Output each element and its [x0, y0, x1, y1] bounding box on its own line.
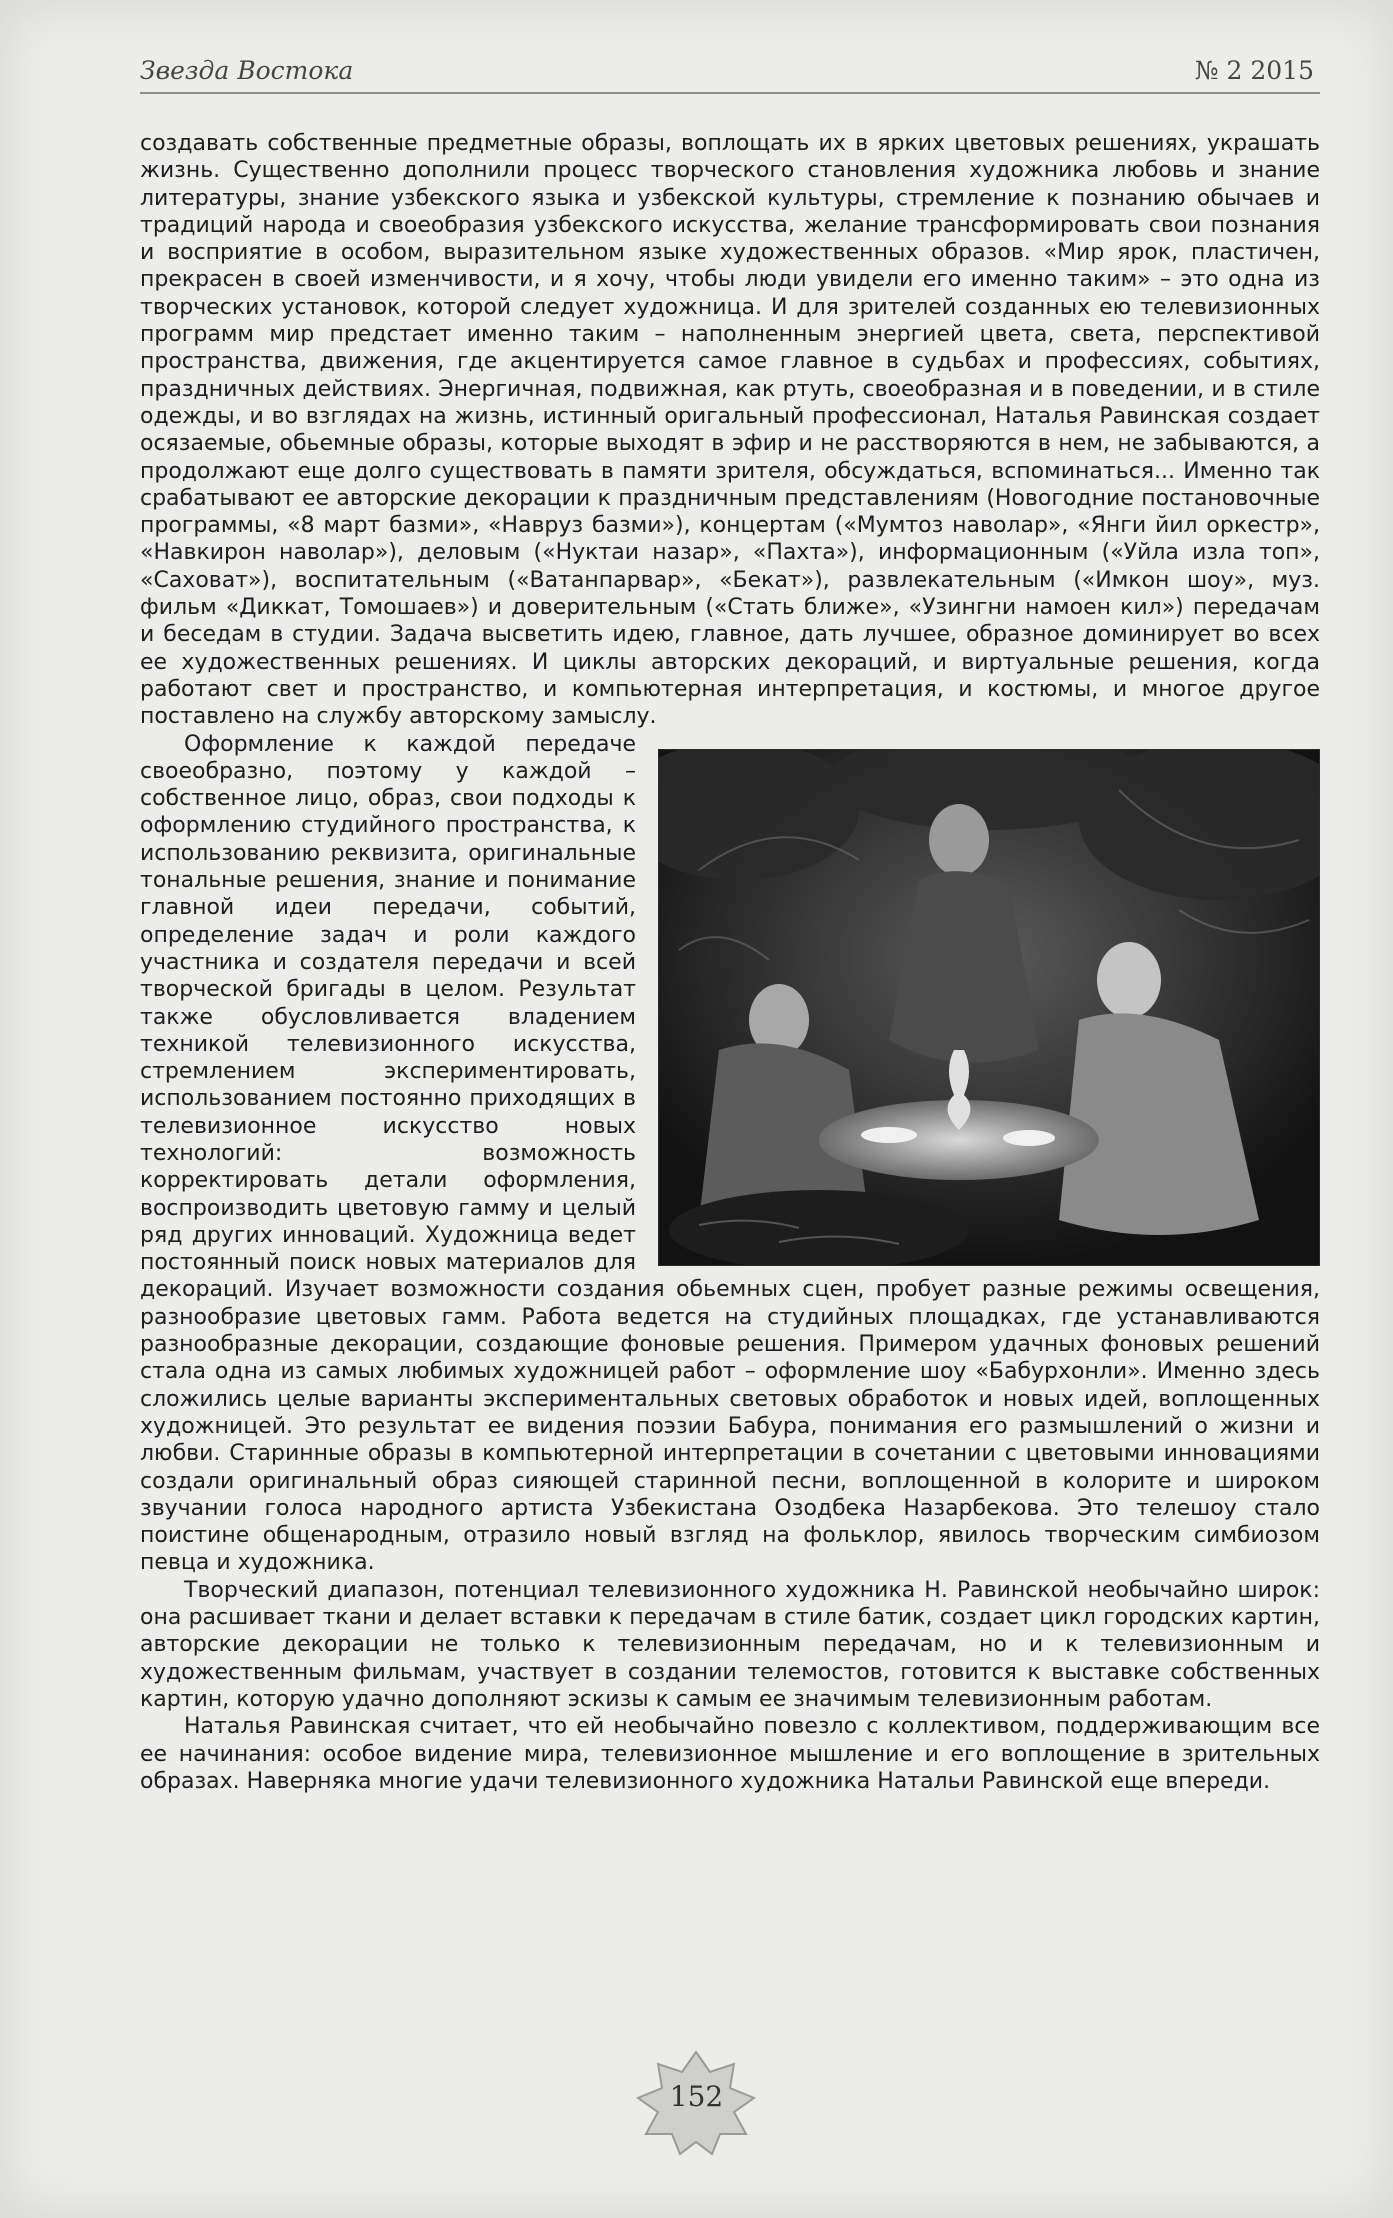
article-body [140, 130, 1320, 1795]
paragraph: Наталья Равинская считает, что ей необычайно повезло с коллективом, поддерживающим все ее начинания: особое видение мира, телевизионное мышление и его воплощение в зрительных образах. Наверняка многие удачи телевизионного художника Натальи Равинской еще впереди. [140, 1714, 1320, 1794]
illustration-miniature-painting [658, 749, 1320, 1266]
issue-number: № 2 2015 [1194, 56, 1314, 85]
painting-image [659, 750, 1319, 1265]
journal-title: Звезда Востока [140, 56, 354, 85]
paragraph: создавать собственные предметные образы, воплощать их в ярких цветовых решениях, украшать жизнь. Существенно дополнили процесс творческого становления художника любовь и знание литературы, знание узбекского языка и узбекской культуры, стремление к познанию обычаев и традиций народа и своеобразия узбекского искусства, желание трансформировать свои познания и восприятие в особом, выразительном языке художественных образов. «Мир ярок, пластичен, прекрасен в своей изменчивости, и я хочу, чтобы люди увидели его именно таким» – это одна из творческих установок, которой следует художница. И для зрителей созданных ею телевизионных программ мир предстает именно таким – наполненным энергией цвета, света, перспективой пространства, движения, где акцентируется самое главное в судьбах и профессиях, событиях, праздничных действиях. Энергичная, подвижная, как ртуть, своеобразная и в поведении, и в стиле одежды, и во взглядах на жизнь, истинный оригальный профессионал, Наталья Равинская создает осязаемые, обьемные образы, которые выходят в эфир и не расстворяются в нем, не забываются, а продолжают еще долго существовать в памяти зрителя, обсуждаться, вспоминаться... Именно так срабатывают ее авторские декорации к праздничным представлениям (Новогодние постановочные программы, «8 март базми», «Навруз базми»), концертам («Мумтоз наволар», «Янги йил оркестр», «Навкирон наволар»), деловым («Нуктаи назар», «Пахта»), информационным («Уйла изла топ», «Саховат»), воспитательным («Ватанпарвар», «Бекат»), развлекательным («Имкон шоу», муз. фильм «Диккат, Томошаев») и доверительным («Стать ближе», «Узингни намоен кил») передачам и беседам в студии. Задача высветить идею, главное, дать лучшее, образное доминирует во всех ее художественных решениях. И циклы авторских декораций, и виртуальные решения, когда работают свет и пространство, и компьютерная интерпретация, и костюмы, и многое другое поставлено на службу авторскому замыслу. [140, 131, 1320, 730]
running-header [140, 52, 1320, 94]
page-number: 152 [669, 2080, 724, 2113]
paragraph: Оформление к каждой передаче своеобразно, поэтому у каждой – собственное лицо, образ, свои подходы к оформлению студийного пространства, к использованию реквизита, оригинальные тональные решения, знание и понимание главной идеи передачи, событий, определение задач и роли каждого участника и создателя передачи и всей творческой бригады в целом. Результат также обусловливается владением техникой телевизионного искусства, стремлением экспериментировать, использованием постоянно приходящих в телевизионное искусство новых технологий: возможность корректировать детали оформления, воспроизводить цветовую гамму и целый ряд других инноваций. Художница ведет постоянный поиск новых материалов для декораций. Изучает возможности создания обьемных сцен, пробует разные режимы освещения, разнообразие цветовых гамм. Работа ведется на студийных площадках, где устанавливаются разнообразные декорации, создающие фоновые решения. Примером удачных фоновых решений стала одна из самых любимых художницей работ – оформление шоу «Бабурхонли». Именно здесь сложились целые варианты экспериментальных световых обработок и новых идей, воплощенных художницей. Это результат ее видения поэзии Бабура, понимания его размышлений о жизни и любви. Старинные образы в компьютерной интерпретации в сочетании с цветовыми инновациями создали оригинальный образ сияющей старинной песни, воплощенной в колорите и широком звучании голоса народного артиста Узбекистана Озодбека Назарбекова. Это телешоу стало поистине общенародным, отразило новый взгляд на фольклор, явилось творческим симбиозом певца и художника. [140, 731, 1320, 1576]
paragraph: Творческий диапазон, потенциал телевизионного художника Н. Равинской необычайно широк: она расшивает ткани и делает вставки к передачам в стиле батик, создает цикл городских картин, авторские декорации не только к телевизионным передачам, но и к телевизионным и художественным фильмам, участвует в создании телемостов, готовится к выставке собственных картин, которую удачно дополняют эскизы к самым ее значимым телевизионным работам. [140, 1577, 1320, 1712]
